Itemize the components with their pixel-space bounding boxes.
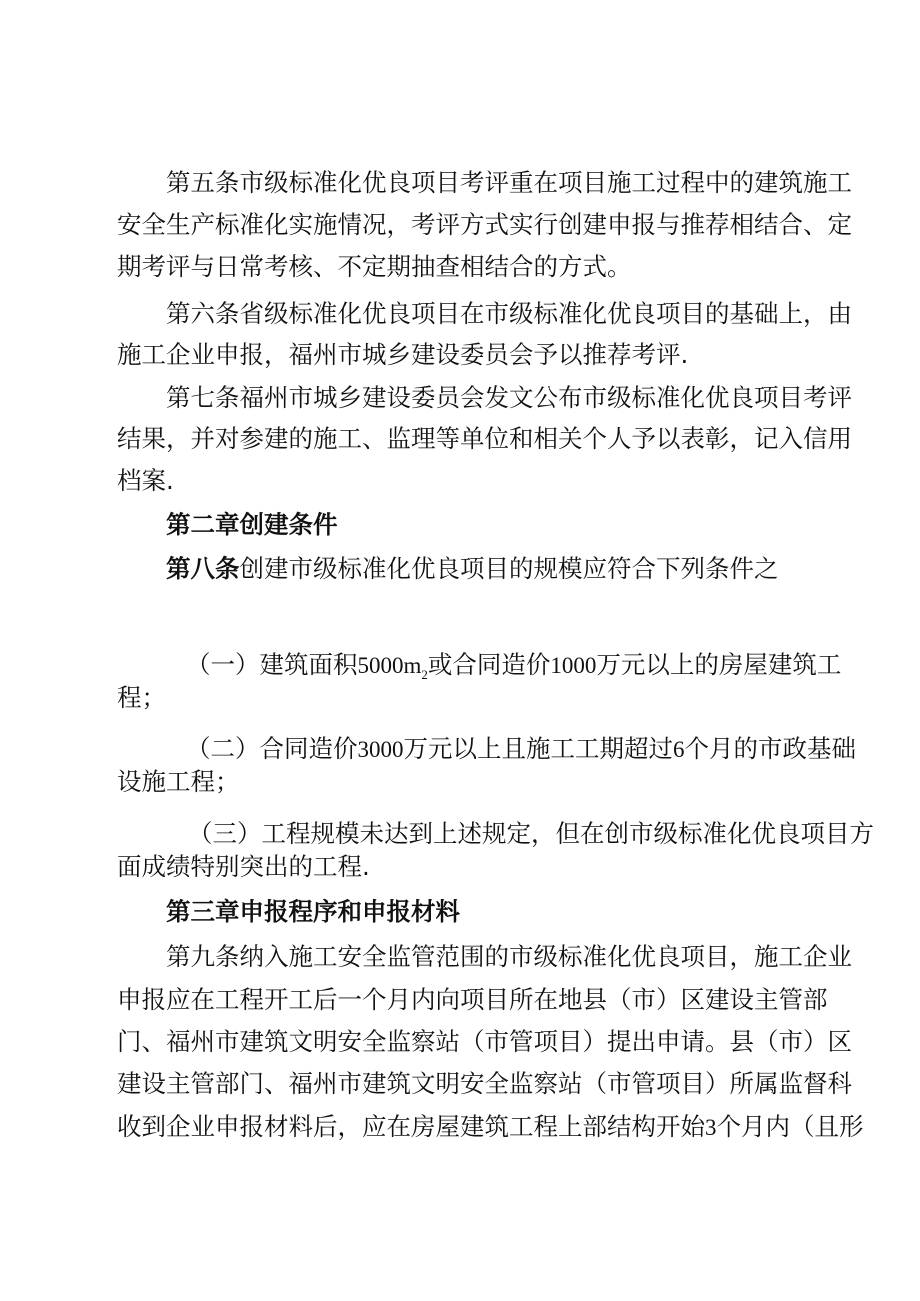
article9-line5-suffix: 个月内（且形 — [716, 1112, 864, 1141]
item1-area-unit-subscript: 2 — [421, 666, 428, 682]
article9-line1: 第九条纳入施工安全监管范围的市级标准化优良项目，施工企业 — [166, 942, 852, 971]
article6-line1: 第六条省级标准化优良项目在市级标准化优良项目的基础上，由 — [166, 299, 852, 328]
article9-line5 — [117, 1110, 864, 1145]
article7-line3: 档案. — [117, 466, 174, 495]
article8-line — [166, 552, 822, 586]
item2-cost-value: 3000 — [357, 737, 404, 762]
article8-heading: 第八条 — [166, 554, 240, 583]
article5-line2: 安全生产标准化实施情况，考评方式实行创建申报与推荐相结合、定 — [117, 210, 852, 239]
article9-line3: 门、福州市建筑文明安全监察站（市管项目）提出申请。县（市）区 — [117, 1027, 852, 1056]
article9-line4: 建设主管部门、福州市建筑文明安全监察站（市管项目）所属监督科 — [117, 1069, 852, 1098]
item1-mid: 或合同造价 — [427, 650, 551, 679]
item2-line2: 设施工程； — [117, 767, 240, 796]
item1-line2: 程； — [117, 683, 166, 712]
item2-line1 — [186, 732, 856, 767]
article9-line5-prefix: 收到企业申报材料后，应在房屋建筑工程上部结构开始 — [117, 1112, 705, 1141]
item2-prefix: （二）合同造价 — [186, 734, 358, 763]
article7-line1: 第七条福州市城乡建设委员会发文公布市级标准化优良项目考评 — [166, 383, 852, 412]
article9-months-value: 3 — [705, 1115, 717, 1140]
article6-line2: 施工企业申报，福州市城乡建设委员会予以推荐考评. — [117, 340, 689, 369]
article8-text: 创建市级标准化优良项目的规模应符合下列条件之 — [239, 554, 779, 583]
item1-area-value: 5000m — [357, 653, 422, 678]
item3-line2: 面成绩特别突出的工程. — [117, 852, 370, 881]
item1-cost-value: 1000 — [550, 653, 597, 678]
article9-line2: 申报应在工程开工后一个月内向项目所在地县（市）区建设主管部 — [117, 985, 828, 1014]
chapter3-title: 第三章申报程序和申报材料 — [166, 897, 460, 926]
item1-prefix: （一）建筑面积 — [186, 650, 358, 679]
article5-line1: 第五条市级标准化优良项目考评重在项目施工过程中的建筑施工 — [166, 168, 852, 197]
article7-line2: 结果，并对参建的施工、监理等单位和相关个人予以表彰，记入信用 — [117, 424, 852, 453]
chapter2-title: 第二章创建条件 — [166, 510, 338, 539]
article5-line3: 期考评与日常考核、不定期抽查相结合的方式。 — [117, 252, 632, 281]
item2-mid: 万元以上且施工工期超过 — [403, 734, 673, 763]
item1-suffix: 万元以上的房屋建筑工 — [596, 650, 842, 679]
item2-months-value: 6 — [673, 737, 685, 762]
item3-line1: （三）工程规模未达到上述规定，但在创市级标准化优良项目方 — [188, 819, 874, 848]
item2-suffix: 个月的市政基础 — [684, 734, 856, 763]
